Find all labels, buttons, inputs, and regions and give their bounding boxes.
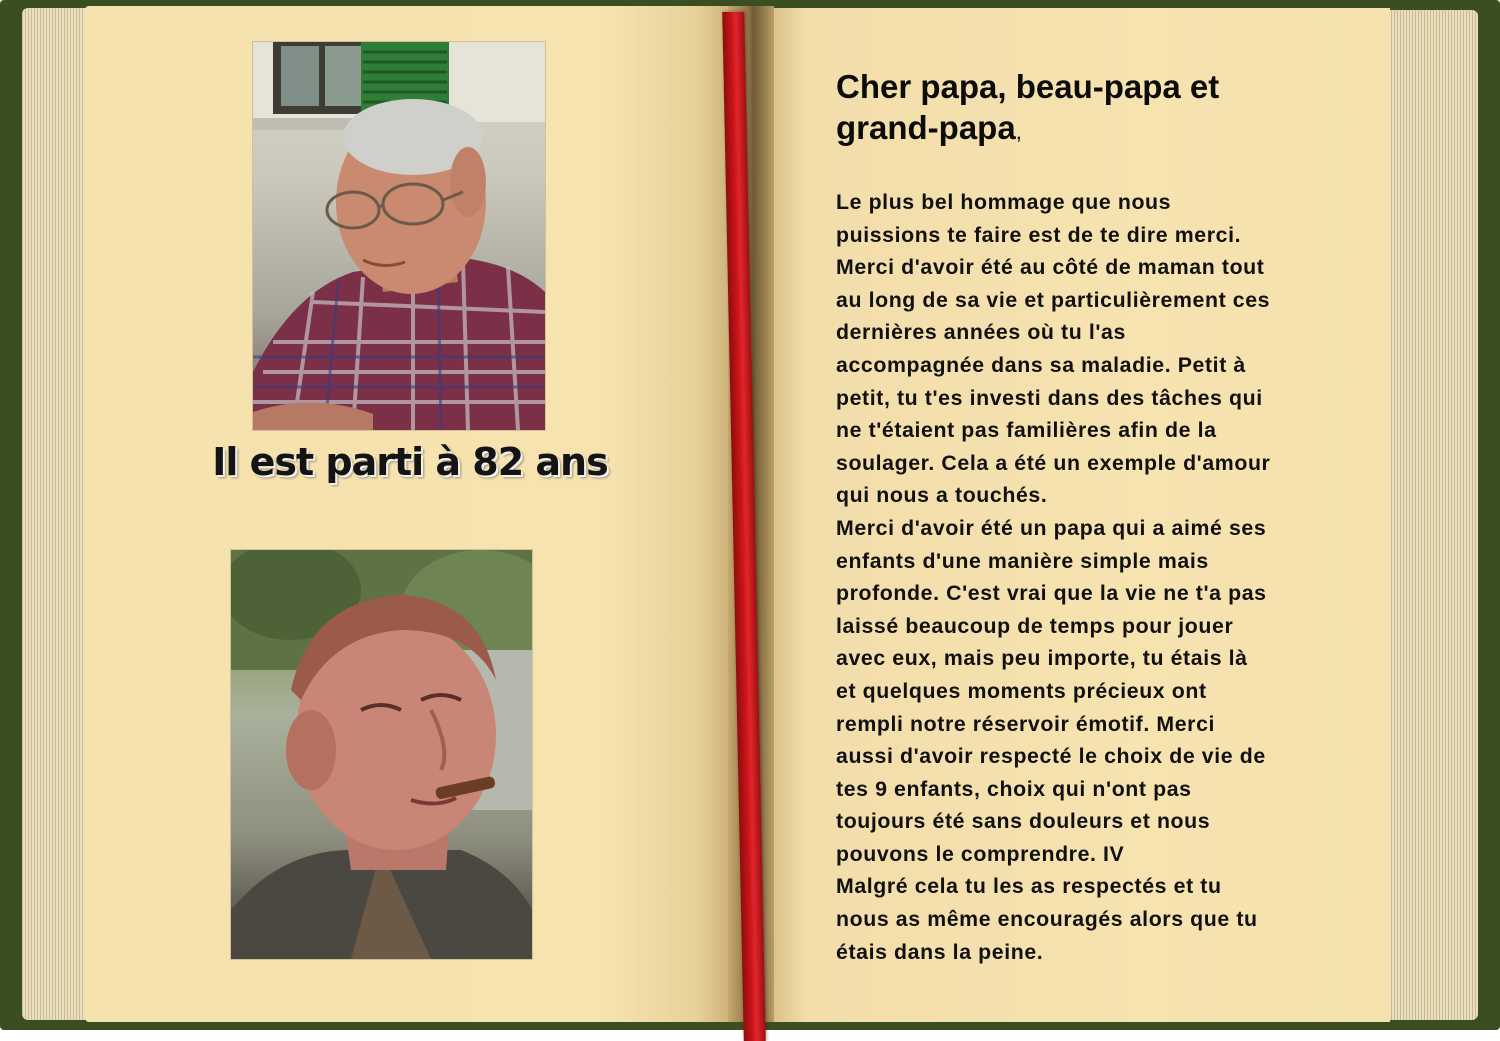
memorial-caption: Il est parti à 82 ans [212,440,608,484]
title-line-2: grand-papa [836,109,1016,146]
letter-line: enfants d'une manière simple mais [836,548,1209,573]
photo-elderly-man [253,42,545,430]
letter-line: ne t'étaient pas familières afin de la [836,418,1217,443]
photo-man-cigar-illustration [231,550,532,959]
letter-line: pouvons le comprendre. IV [836,841,1125,866]
letter-line: nous as même encouragés alors que tu [836,907,1258,932]
letter-line: puissions te faire est de te dire merci. [836,222,1242,247]
letter-line: avec eux, mais peu importe, tu étais là [836,646,1248,671]
photo-man-cigar [231,550,532,959]
letter-line: dernières années où tu l'as [836,320,1126,345]
letter-line: étais dans la peine. [836,939,1044,964]
letter-line: accompagnée dans sa maladie. Petit à [836,352,1246,377]
letter-line: laissé beaucoup de temps pour jouer [836,613,1234,638]
letter-line: profonde. C'est vrai que la vie ne t'a pas [836,581,1267,606]
letter-line: aussi d'avoir respecté le choix de vie de [836,744,1266,769]
letter-line: qui nous a touchés. [836,483,1048,508]
letter-line: Merci d'avoir été un papa qui a aimé ses [836,515,1267,540]
letter-body [836,186,1366,968]
letter-line: Malgré cela tu les as respectés et tu [836,874,1222,899]
title-line-1: Cher papa, beau-papa et [836,68,1220,105]
letter-title [836,66,1356,152]
letter-line: toujours été sans douleurs et nous [836,809,1211,834]
letter-line: Le plus bel hommage que nous [836,190,1172,214]
right-page-edges [1380,10,1478,1020]
letter-line: soulager. Cela a été un exemple d'amour [836,450,1271,475]
letter-line: petit, tu t'es investi dans des tâches qui [836,385,1263,410]
photo-elderly-man-illustration [253,42,545,430]
letter-line: rempli notre réservoir émotif. Merci [836,711,1216,736]
letter-line: au long de sa vie et particulièrement ces [836,287,1271,312]
letter-line: tes 9 enfants, choix qui n'ont pas [836,776,1192,801]
title-comma: , [1015,119,1022,144]
letter-line: Merci d'avoir été au côté de maman tout [836,255,1265,280]
letter-line: et quelques moments précieux ont [836,678,1207,703]
